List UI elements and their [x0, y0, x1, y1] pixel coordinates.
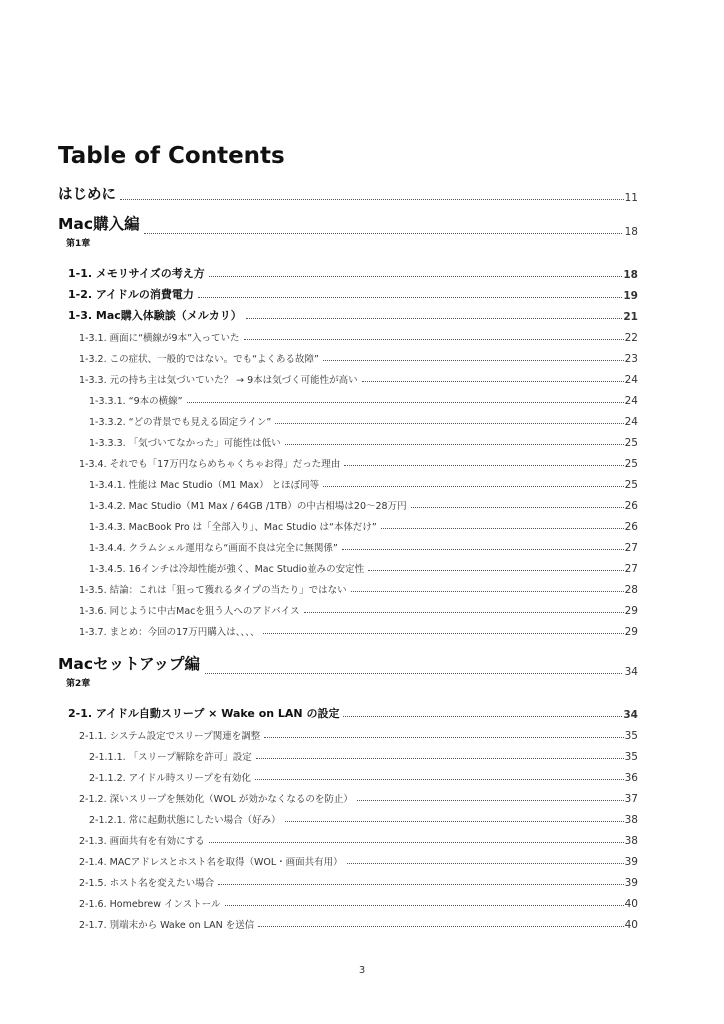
dot-leader — [205, 673, 622, 674]
toc-entry[interactable] — [58, 742, 638, 763]
toc-entry[interactable] — [58, 491, 638, 512]
toc-page-number: 34 — [623, 709, 638, 721]
toc-entry-label: 1-3.4.5. 16インチは冷却性能が強く、Mac Studio並みの安定性 — [89, 564, 365, 575]
toc-entry[interactable] — [58, 805, 638, 826]
toc-page-number: 29 — [624, 605, 638, 617]
toc-page-number: 34 — [624, 666, 638, 678]
toc-entry[interactable] — [58, 512, 638, 533]
section-spacer — [58, 638, 638, 652]
toc-page-number: 27 — [624, 563, 638, 575]
toc-entry-label: 1-3.6. 同じように中古Macを狙う人へのアドバイス — [79, 606, 300, 617]
toc-page-number: 40 — [624, 898, 638, 910]
chapter-label: 第1章 — [66, 239, 91, 249]
toc-page-number: 26 — [624, 500, 638, 512]
toc-entry-label: 2-1. アイドル自動スリープ × Wake on LAN の設定 — [68, 707, 340, 720]
toc-page-number: 35 — [624, 730, 638, 742]
dot-leader — [209, 275, 623, 277]
toc-page-number: 37 — [624, 793, 638, 805]
dot-leader — [285, 820, 624, 822]
toc-entry-label: 2-1.2.1. 常に起動状態にしたい場合（好み） — [89, 815, 281, 826]
dot-leader — [304, 611, 624, 613]
dot-leader — [225, 904, 624, 906]
dot-leader — [323, 485, 623, 487]
toc-entry-label: 1-3.3.1. “9本の横線” — [89, 396, 183, 407]
toc-part-heading[interactable] — [58, 212, 638, 258]
dot-leader — [256, 757, 624, 759]
toc-page-number: 25 — [624, 458, 638, 470]
toc-entry[interactable] — [58, 428, 638, 449]
toc-entry[interactable] — [58, 596, 638, 617]
dot-leader — [264, 736, 623, 738]
dot-leader — [343, 715, 622, 717]
toc-page-number: 24 — [624, 416, 638, 428]
toc-entry[interactable] — [58, 826, 638, 847]
toc-entry[interactable] — [58, 910, 638, 931]
dot-leader — [144, 233, 622, 234]
toc-entry[interactable] — [58, 784, 638, 805]
toc-entry[interactable] — [58, 260, 638, 281]
dot-leader — [411, 506, 624, 508]
dot-leader — [347, 862, 624, 864]
toc-entry-label: 1-3.4. それでも「17万円ならめちゃくちゃお得」だった理由 — [79, 459, 341, 470]
toc-page-number: 26 — [624, 521, 638, 533]
toc-page-number: 25 — [624, 437, 638, 449]
toc-entry-label: 1-2. アイドルの消費電力 — [68, 288, 194, 301]
dot-leader — [209, 841, 624, 843]
toc-entry[interactable] — [58, 386, 638, 407]
dot-leader — [258, 925, 623, 927]
dot-leader — [368, 569, 624, 571]
toc-page-number: 23 — [624, 353, 638, 365]
toc-entry-label: 1-3.2. この症状、一般的ではない。でも“よくある故障” — [79, 354, 319, 365]
toc-page-number: 35 — [624, 751, 638, 763]
toc-entry-label: 1-3.3. 元の持ち主は気づいていた？ → 9本は気づく可能性が高い — [79, 375, 358, 386]
toc-entry-label: 1-3.5. 結論：これは「狙って獲れるタイプの当たり」ではない — [79, 585, 347, 596]
dot-leader — [275, 422, 623, 424]
part-title: Macセットアップ編 — [58, 655, 201, 673]
toc-entry[interactable] — [58, 407, 638, 428]
toc-page-number: 40 — [624, 919, 638, 931]
toc-entry-label: 1-3.4.4. クラムシェル運用なら“画面不良は完全に無関係” — [89, 543, 338, 554]
dot-leader — [351, 590, 624, 592]
toc-entry-label: 1-3.4.2. Mac Studio（M1 Max / 64GB /1TB）の中古相場は20〜28万円 — [89, 501, 407, 512]
toc-entry[interactable] — [58, 470, 638, 491]
toc-entry[interactable] — [58, 344, 638, 365]
toc-page-number: 24 — [624, 395, 638, 407]
toc-title: Table of Contents — [58, 143, 285, 169]
toc-entry-label: 2-1.5. ホスト名を変えたい場合 — [79, 878, 215, 889]
toc-entry[interactable] — [58, 575, 638, 596]
dot-leader — [263, 632, 623, 634]
toc-page-number: 22 — [624, 332, 638, 344]
toc-page-number: 24 — [624, 374, 638, 386]
toc-entry-label: 1-3.4.1. 性能は Mac Studio（M1 Max） とほぼ同等 — [89, 480, 320, 491]
toc-entry-label: 1-3.3.3. 「気づいてなかった」可能性は低い — [89, 438, 281, 449]
toc-entry-label: 2-1.4. MACアドレスとホスト名を取得（WOL・画面共有用） — [79, 857, 343, 868]
toc-page-number: 11 — [624, 192, 638, 204]
toc-entry[interactable] — [58, 721, 638, 742]
toc-entry-label: 2-1.6. Homebrew インストール — [79, 899, 221, 910]
toc-page-number: 39 — [624, 877, 638, 889]
toc-page-number: 19 — [623, 290, 638, 302]
toc-entry[interactable] — [58, 868, 638, 889]
toc-entry-label: 2-1.2. 深いスリープを無効化（WOL が効かなくなるのを防止） — [79, 794, 353, 805]
table-of-contents — [58, 180, 638, 931]
dot-leader — [187, 401, 624, 403]
toc-entry[interactable] — [58, 323, 638, 344]
toc-page-number: 36 — [624, 772, 638, 784]
toc-entry-label: 1-3.7. まとめ：今回の17万円購入は、、、、 — [79, 627, 260, 638]
dot-leader — [244, 338, 624, 340]
toc-entry[interactable] — [58, 365, 638, 386]
toc-parts — [58, 212, 638, 931]
toc-page-number: 18 — [624, 226, 638, 238]
toc-entry[interactable] — [58, 302, 638, 323]
toc-page-number: 21 — [623, 311, 638, 323]
dot-leader — [381, 527, 624, 529]
toc-entry-label: 2-1.1. システム設定でスリープ関連を調整 — [79, 731, 261, 742]
toc-page-number: 29 — [624, 626, 638, 638]
dot-leader — [357, 799, 624, 801]
toc-entry[interactable] — [58, 533, 638, 554]
toc-entry-label: 2-1.3. 画面共有を有効にする — [79, 836, 205, 847]
toc-page-number: 18 — [623, 269, 638, 281]
dot-leader — [342, 548, 624, 550]
dot-leader — [246, 317, 623, 319]
toc-entry-label: 1-3. Mac購入体験談（メルカリ） — [68, 309, 242, 322]
toc-entry-label: 1-3.4.3. MacBook Pro は「全部入り」、Mac Studio は“本体だけ” — [89, 522, 377, 533]
toc-page-number: 38 — [624, 814, 638, 826]
toc-entry[interactable] — [58, 554, 638, 575]
dot-leader — [255, 778, 624, 780]
dot-leader — [218, 883, 624, 885]
dot-leader — [323, 359, 624, 361]
dot-leader — [344, 464, 623, 466]
toc-entry-label: はじめに — [58, 187, 116, 203]
chapter-label: 第2章 — [66, 679, 91, 689]
part-title: Mac購入編 — [58, 215, 140, 233]
toc-page-number: 39 — [624, 856, 638, 868]
toc-entry[interactable] — [58, 763, 638, 784]
toc-entry[interactable] — [58, 700, 638, 721]
toc-entry[interactable] — [58, 889, 638, 910]
toc-entry-label: 1-1. メモリサイズの考え方 — [68, 267, 205, 280]
toc-entry-label: 1-3.1. 画面に“横線が9本”入っていた — [79, 333, 240, 344]
toc-page-number: 28 — [624, 584, 638, 596]
dot-leader — [362, 380, 624, 382]
toc-entry-label: 2-1.1.1. 「スリープ解除を許可」設定 — [89, 752, 252, 763]
toc-entry[interactable] — [58, 449, 638, 470]
toc-entry[interactable] — [58, 847, 638, 868]
toc-entry[interactable] — [58, 617, 638, 638]
toc-page-number: 25 — [624, 479, 638, 491]
toc-page-number: 27 — [624, 542, 638, 554]
dot-leader — [198, 296, 622, 298]
toc-entry-intro[interactable] — [58, 180, 638, 204]
toc-entry[interactable] — [58, 281, 638, 302]
toc-entry-label: 2-1.1.2. アイドル時スリープを有効化 — [89, 773, 251, 784]
dot-leader — [120, 198, 624, 200]
toc-page-number: 38 — [624, 835, 638, 847]
dot-leader — [285, 443, 624, 445]
toc-entry-label: 2-1.7. 別端末から Wake on LAN を送信 — [79, 920, 255, 931]
toc-part-heading[interactable] — [58, 652, 638, 698]
page-number: 3 — [358, 965, 366, 976]
toc-entry-label: 1-3.3.2. “どの背景でも見える固定ライン” — [89, 417, 272, 428]
